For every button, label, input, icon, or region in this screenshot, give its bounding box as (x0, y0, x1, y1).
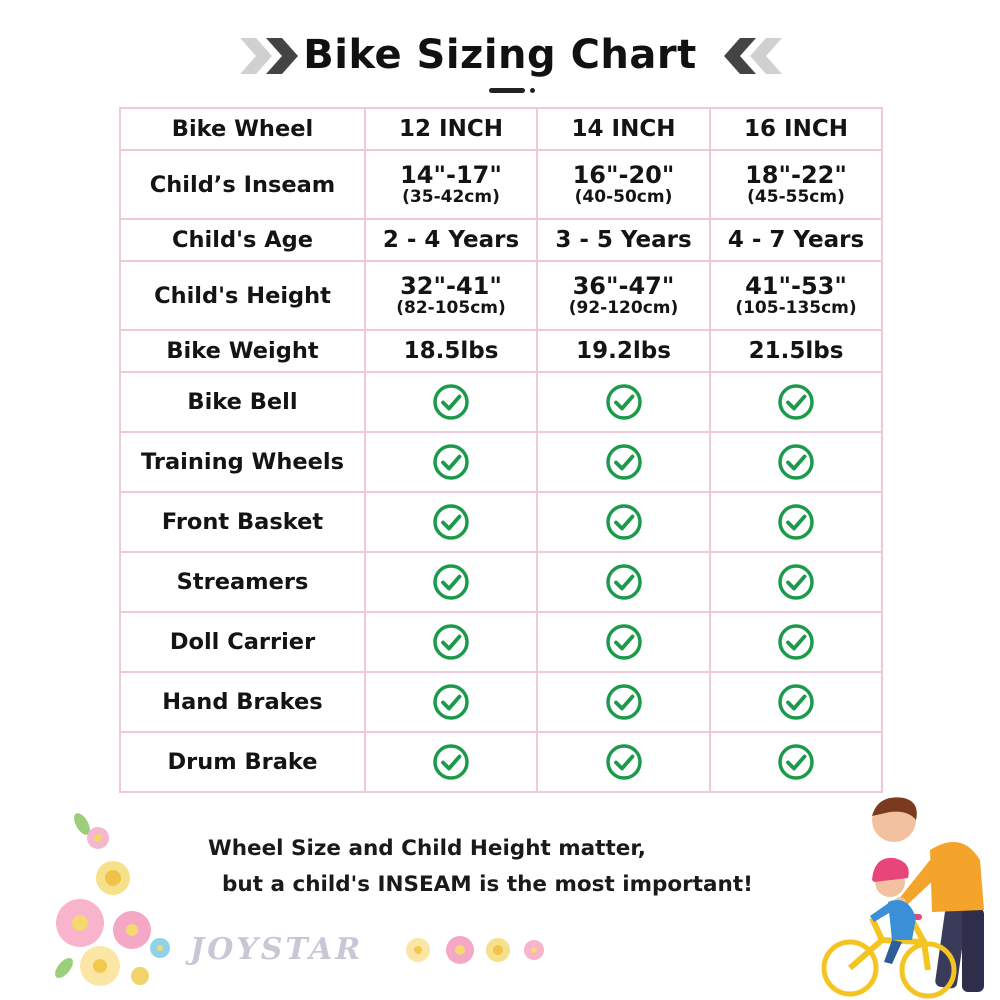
row-label: Bike Bell (120, 372, 365, 432)
cell-feature (710, 612, 882, 672)
brand-watermark: JOYSTAR (190, 932, 364, 967)
row-label: Hand Brakes (120, 672, 365, 732)
flower-decoration-left (50, 808, 200, 998)
check-circle-icon (432, 443, 470, 481)
inseam-inches: 16"-20" (572, 160, 675, 189)
check-circle-icon (432, 623, 470, 661)
row-label: Streamers (120, 552, 365, 612)
flower-icon (87, 827, 109, 849)
height-cm: (92-120cm) (568, 297, 679, 318)
check-circle-icon (432, 383, 470, 421)
cell-feature (365, 552, 537, 612)
row-height (120, 261, 882, 330)
cell-wheel-12: 12 INCH (365, 108, 537, 150)
row-label: Child's Height (120, 261, 365, 330)
row-feature (120, 492, 882, 552)
check-circle-icon (777, 623, 815, 661)
page-title: Bike Sizing Chart (303, 32, 697, 78)
height-cm: (82-105cm) (396, 297, 506, 318)
check-circle-icon (605, 623, 643, 661)
title-underline-dot (530, 88, 535, 93)
check-circle-icon (605, 443, 643, 481)
flower-icon (446, 936, 474, 964)
title-underline (489, 88, 525, 93)
row-feature (120, 432, 882, 492)
check-circle-icon (777, 683, 815, 721)
check-circle-icon (777, 743, 815, 781)
cell-weight: 18.5lbs (365, 330, 537, 372)
check-circle-icon (605, 743, 643, 781)
row-label: Training Wheels (120, 432, 365, 492)
row-bike-wheel (120, 108, 882, 150)
row-label: Bike Wheel (120, 108, 365, 150)
cell-feature (537, 372, 710, 432)
title-row (0, 26, 1000, 96)
flower-icon (524, 940, 544, 960)
leaf-icon (52, 955, 77, 981)
cell-inseam (710, 150, 882, 219)
cell-age: 4 - 7 Years (710, 219, 882, 261)
sizing-table (119, 107, 883, 793)
cell-age: 3 - 5 Years (537, 219, 710, 261)
row-label: Bike Weight (120, 330, 365, 372)
row-feature (120, 372, 882, 432)
cell-feature (365, 732, 537, 792)
check-circle-icon (777, 443, 815, 481)
parent-child-bike-illustration (812, 790, 998, 1000)
cell-feature (710, 672, 882, 732)
check-circle-icon (605, 683, 643, 721)
cell-feature (710, 372, 882, 432)
cell-weight: 19.2lbs (537, 330, 710, 372)
check-circle-icon (432, 563, 470, 601)
cell-feature (710, 492, 882, 552)
cell-feature (365, 492, 537, 552)
cell-feature (710, 732, 882, 792)
cell-height (710, 261, 882, 330)
check-circle-icon (605, 563, 643, 601)
row-feature (120, 612, 882, 672)
height-inches: 41"-53" (745, 271, 847, 300)
flower-icon (113, 911, 151, 949)
row-inseam (120, 150, 882, 219)
flower-icon (80, 946, 120, 986)
chevron-left-icon (718, 36, 784, 76)
cell-wheel-16: 16 INCH (710, 108, 882, 150)
cell-feature (537, 492, 710, 552)
height-inches: 32"-41" (400, 271, 502, 300)
height-inches: 36"-47" (572, 271, 675, 300)
row-label: Drum Brake (120, 732, 365, 792)
check-circle-icon (432, 503, 470, 541)
cell-feature (365, 612, 537, 672)
cell-feature (365, 672, 537, 732)
row-age (120, 219, 882, 261)
check-circle-icon (605, 503, 643, 541)
row-label: Child’s Inseam (120, 150, 365, 219)
note-line-2: but a child's INSEAM is the most important! (222, 872, 753, 897)
row-label: Front Basket (120, 492, 365, 552)
row-feature (120, 732, 882, 792)
height-cm: (105-135cm) (735, 297, 857, 318)
check-circle-icon (432, 683, 470, 721)
flower-icon (150, 938, 170, 958)
flower-icon (56, 899, 104, 947)
inseam-cm: (35-42cm) (402, 186, 500, 207)
cell-feature (537, 732, 710, 792)
cell-height (537, 261, 710, 330)
row-feature (120, 672, 882, 732)
inseam-inches: 18"-22" (745, 160, 847, 189)
check-circle-icon (605, 383, 643, 421)
cell-weight: 21.5lbs (710, 330, 882, 372)
row-weight (120, 330, 882, 372)
check-circle-icon (777, 563, 815, 601)
cell-feature (537, 612, 710, 672)
inseam-inches: 14"-17" (400, 160, 502, 189)
cell-age: 2 - 4 Years (365, 219, 537, 261)
row-feature (120, 552, 882, 612)
row-label: Doll Carrier (120, 612, 365, 672)
check-circle-icon (777, 503, 815, 541)
cell-feature (537, 552, 710, 612)
check-circle-icon (777, 383, 815, 421)
cell-feature (537, 672, 710, 732)
flower-decoration-middle (400, 930, 560, 970)
check-circle-icon (432, 743, 470, 781)
cell-inseam (537, 150, 710, 219)
cell-feature (710, 432, 882, 492)
inseam-cm: (45-55cm) (747, 186, 845, 207)
flower-icon (96, 861, 130, 895)
cell-height (365, 261, 537, 330)
note-line-1: Wheel Size and Child Height matter, (208, 836, 646, 861)
inseam-cm: (40-50cm) (574, 186, 673, 207)
flower-icon (406, 938, 430, 962)
cell-wheel-14: 14 INCH (537, 108, 710, 150)
cell-feature (710, 552, 882, 612)
cell-feature (365, 432, 537, 492)
flower-icon (486, 938, 510, 962)
flower-icon (131, 967, 149, 985)
row-label: Child's Age (120, 219, 365, 261)
cell-feature (537, 432, 710, 492)
cell-feature (365, 372, 537, 432)
cell-inseam (365, 150, 537, 219)
